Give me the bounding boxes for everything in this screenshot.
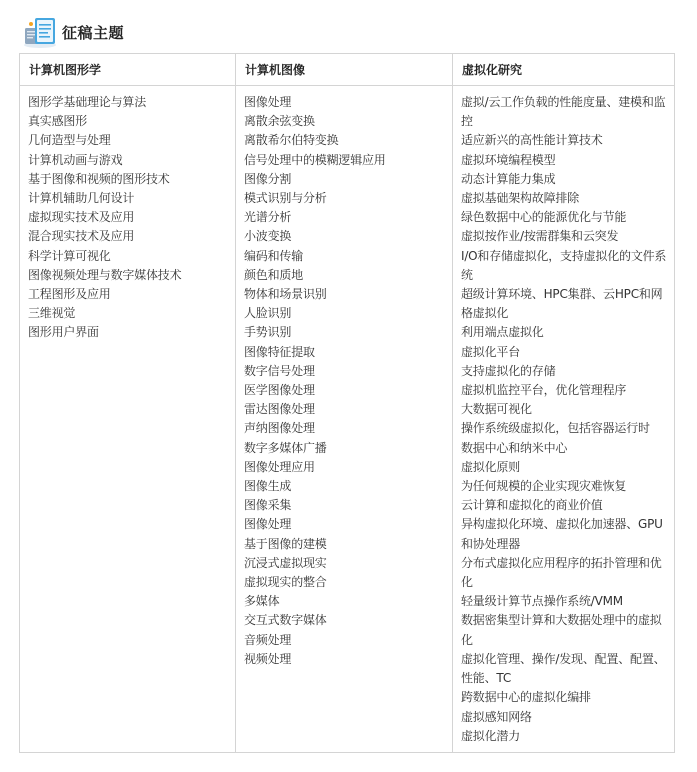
list-item: 虚拟按作业/按需群集和云突发 bbox=[461, 229, 619, 244]
list-item: 信号处理中的模糊逻辑应用 bbox=[244, 152, 386, 167]
list-item: 雷达图像处理 bbox=[244, 402, 315, 417]
list-item: 计算机动画与游戏 bbox=[28, 152, 123, 167]
list-item: 轻量级计算节点操作系统/VMM bbox=[461, 594, 623, 609]
list-item: 数字多媒体广播 bbox=[244, 440, 327, 455]
list-item: 云计算和虚拟化的商业价值 bbox=[461, 498, 603, 513]
list-item: 混合现实技术及应用 bbox=[28, 229, 135, 244]
list-item: 操作系统级虚拟化，包括容器运行时 bbox=[461, 421, 650, 436]
list-item: 虚拟化潜力 bbox=[461, 728, 521, 743]
list-item: 图形学基础理论与算法 bbox=[28, 95, 147, 109]
image-topics-list bbox=[244, 93, 448, 669]
topics-table bbox=[19, 53, 675, 753]
list-item: 分布式虚拟化应用程序的拓扑管理和优化 bbox=[461, 555, 662, 590]
list-item: 科学计算可视化 bbox=[28, 248, 111, 263]
list-item: 医学图像处理 bbox=[244, 383, 315, 398]
list-item: 数据中心和纳米中心 bbox=[461, 440, 568, 455]
virtualization-topics-cell bbox=[453, 86, 675, 753]
image-topics-cell bbox=[236, 86, 453, 753]
list-item: 图像生成 bbox=[244, 479, 292, 494]
list-item: 编码和传输 bbox=[244, 248, 304, 263]
list-item: 手势识别 bbox=[244, 325, 292, 340]
list-item: 图像分割 bbox=[244, 171, 292, 186]
list-item: 图像处理应用 bbox=[244, 459, 315, 474]
list-item: 虚拟/云工作负载的性能度量、建模和监控 bbox=[461, 95, 666, 129]
list-item: 基于图像和视频的图形技术 bbox=[28, 171, 170, 186]
list-item: 图像采集 bbox=[244, 498, 292, 513]
list-item: 跨数据中心的虚拟化编排 bbox=[461, 690, 591, 705]
graphics-topics-list bbox=[28, 93, 231, 343]
list-item: 基于图像的建模 bbox=[244, 536, 327, 551]
list-item: 多媒体 bbox=[244, 594, 280, 609]
list-item: 工程图形及应用 bbox=[28, 287, 111, 302]
list-item: 图形用户界面 bbox=[28, 325, 99, 340]
virtualization-topics-list bbox=[461, 93, 670, 746]
list-item: 虚拟现实的整合 bbox=[244, 575, 327, 590]
list-item: 虚拟感知网络 bbox=[461, 709, 532, 724]
list-item: 物体和场景识别 bbox=[244, 287, 327, 302]
list-item: 虚拟化平台 bbox=[461, 344, 521, 359]
list-item: 虚拟基础架构故障排除 bbox=[461, 191, 580, 206]
list-item: 虚拟机监控平台，优化管理程序 bbox=[461, 383, 627, 398]
list-item: 真实感图形 bbox=[28, 114, 88, 129]
list-item: 小波变换 bbox=[244, 229, 292, 244]
column-header-virtualization: 虚拟化研究 bbox=[453, 54, 675, 86]
list-item: 图像处理 bbox=[244, 517, 292, 532]
list-item: 沉浸式虚拟现实 bbox=[244, 555, 327, 570]
list-item: 利用端点虚拟化 bbox=[461, 325, 544, 340]
list-item: 超级计算环境、HPC集群、云HPC和网格虚拟化 bbox=[461, 287, 663, 321]
list-item: 数字信号处理 bbox=[244, 363, 315, 378]
list-item: 图像特征提取 bbox=[244, 344, 315, 359]
graphics-topics-cell bbox=[20, 86, 236, 753]
list-item: 离散余弦变换 bbox=[244, 114, 315, 129]
section-header bbox=[22, 14, 124, 50]
list-item: 离散希尔伯特变换 bbox=[244, 133, 339, 148]
list-item: 音频处理 bbox=[244, 632, 292, 647]
list-item: 人脸识别 bbox=[244, 306, 292, 321]
list-item: 为任何规模的企业实现灾难恢复 bbox=[461, 479, 627, 494]
list-item: 几何造型与处理 bbox=[28, 133, 111, 148]
list-item: 大数据可视化 bbox=[461, 402, 532, 417]
list-item: 虚拟化原则 bbox=[461, 459, 521, 474]
list-item: 支持虚拟化的存储 bbox=[461, 363, 556, 378]
list-item: 动态计算能力集成 bbox=[461, 171, 556, 186]
list-item: 光谱分析 bbox=[244, 210, 292, 225]
list-item: 虚拟现实技术及应用 bbox=[28, 210, 135, 225]
list-item: 数据密集型计算和大数据处理中的虚拟化 bbox=[461, 613, 662, 647]
list-item: 计算机辅助几何设计 bbox=[28, 191, 135, 206]
list-item: 图像视频处理与数字媒体技术 bbox=[28, 267, 182, 282]
list-item: 颜色和质地 bbox=[244, 267, 304, 282]
list-item: 虚拟环境编程模型 bbox=[461, 152, 556, 167]
list-item: 交互式数字媒体 bbox=[244, 613, 327, 628]
table-header-row bbox=[20, 54, 675, 86]
list-item: 声纳图像处理 bbox=[244, 421, 315, 436]
list-item: 绿色数据中心的能源优化与节能 bbox=[461, 210, 627, 225]
document-list-icon bbox=[22, 15, 58, 49]
list-item: 模式识别与分析 bbox=[244, 191, 327, 206]
list-item: 图像处理 bbox=[244, 95, 292, 109]
table-row bbox=[20, 86, 675, 753]
list-item: I/O和存储虚拟化，支持虚拟化的文件系统 bbox=[461, 248, 667, 282]
list-item: 适应新兴的高性能计算技术 bbox=[461, 133, 603, 148]
list-item: 异构虚拟化环境、虚拟化加速器、GPU和协处理器 bbox=[461, 517, 663, 551]
column-header-graphics: 计算机图形学 bbox=[20, 54, 236, 86]
list-item: 三维视觉 bbox=[28, 306, 76, 321]
list-item: 视频处理 bbox=[244, 651, 292, 666]
list-item: 虚拟化管理、操作/发现、配置、配置、性能、TC bbox=[461, 651, 666, 686]
page-title: 征稿主题 bbox=[62, 23, 125, 42]
column-header-image: 计算机图像 bbox=[236, 54, 453, 86]
